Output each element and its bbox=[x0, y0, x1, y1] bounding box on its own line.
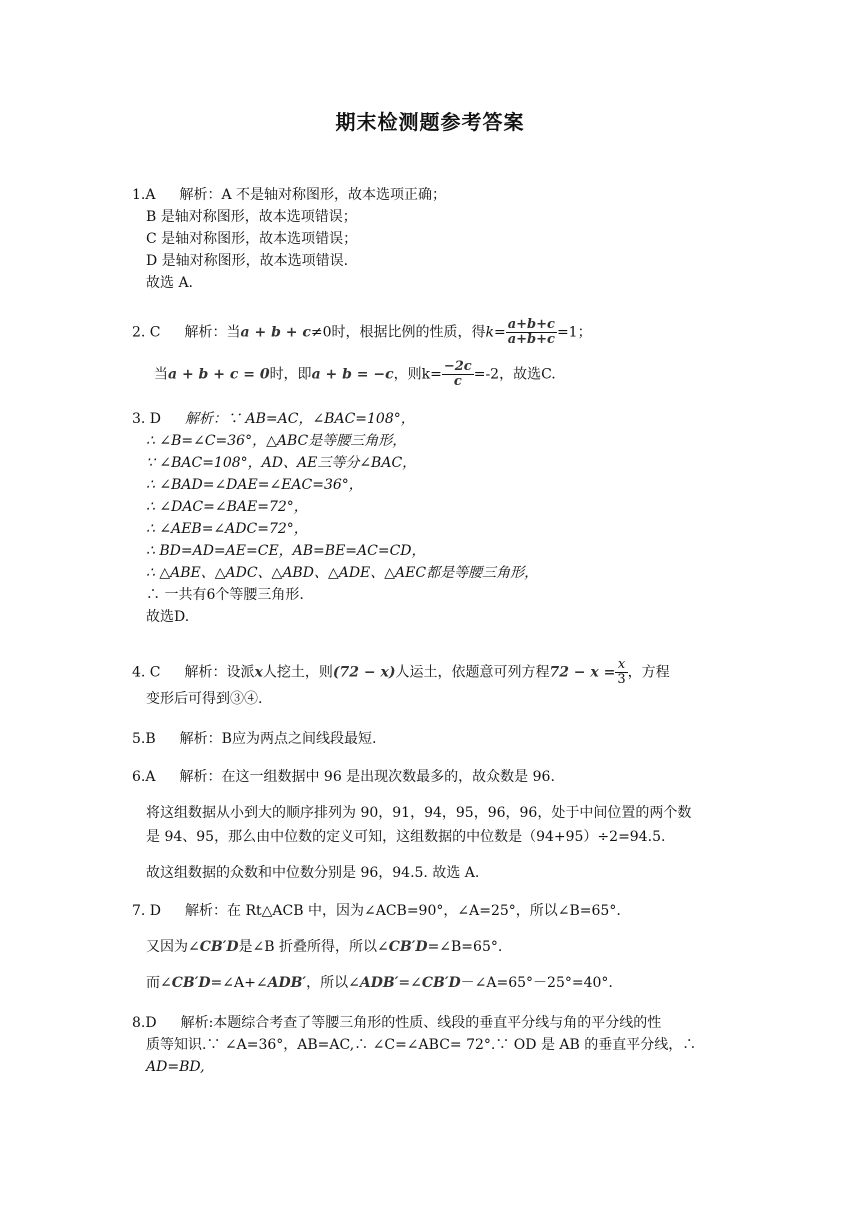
q2-text: =1； bbox=[556, 324, 592, 341]
q4-fraction-numerator: x bbox=[615, 658, 627, 673]
q7-text: =∠B=65°. bbox=[427, 939, 503, 955]
q2-text: 当 bbox=[154, 366, 168, 383]
q2-formula-2: a + b + c = 0 bbox=[168, 366, 270, 383]
q2-formula-3: a + b = −c bbox=[311, 366, 394, 383]
q3-line-10: 故选D. bbox=[146, 609, 190, 625]
q2-fraction-2 bbox=[442, 360, 474, 389]
q4-number: 4. C bbox=[132, 664, 161, 681]
q4-text: 人运土，依题意可列方程 bbox=[395, 664, 550, 681]
q2-fraction-1 bbox=[506, 318, 557, 347]
q1-line-3: C 是轴对称图形，故本选项错误； bbox=[146, 231, 358, 247]
q7-formula-cbd: CB′D bbox=[421, 975, 461, 991]
q5-text: 解析：B应为两点之间线段最短. bbox=[179, 731, 377, 747]
q2-text: 时，即 bbox=[269, 366, 312, 383]
q7-line-3 bbox=[146, 974, 613, 992]
q4-var-x: x bbox=[254, 664, 263, 681]
q8-text-1: 解析:本题综合考查了等腰三角形的性质、线段的垂直平分线与角的平分线的性 bbox=[180, 1015, 662, 1031]
q7-formula-cbd: CB′D bbox=[199, 939, 239, 955]
q2-text: =-2，故选C. bbox=[473, 366, 556, 383]
q4-line-1 bbox=[132, 658, 670, 687]
q8-line-3: AD=BD, bbox=[146, 1059, 205, 1075]
q4-fraction bbox=[615, 658, 627, 687]
q6-line-3: 是 94、95，那么由中位数的定义可知，这组数据的中位数是（94+95）÷2=94.5. bbox=[146, 829, 666, 845]
q4-formula-1: (72 − x) bbox=[332, 664, 396, 681]
q3-line-1 bbox=[132, 410, 415, 428]
q3-number: 3. D bbox=[132, 411, 162, 427]
q7-text: 又因为∠ bbox=[146, 939, 200, 955]
q7-text: =∠ bbox=[398, 975, 422, 991]
q7-text: －∠A=65°－25°=40°. bbox=[460, 975, 613, 991]
q6-text-1: 解析：在这一组数据中 96 是出现次数最多的，故众数是 96. bbox=[179, 769, 555, 785]
q2-fraction-2-numerator: −2c bbox=[443, 359, 472, 374]
q7-number: 7. D bbox=[132, 903, 162, 919]
q5-line-1 bbox=[132, 730, 376, 748]
q6-number: 6.A bbox=[132, 769, 156, 785]
page-title: 期末检测题参考答案 bbox=[335, 110, 525, 134]
q7-line-1 bbox=[132, 902, 621, 920]
q5-number: 5.B bbox=[132, 731, 156, 747]
q4-text: ，方程 bbox=[627, 664, 670, 681]
q3-text-1: 解析：∵ AB=AC，∠BAC=108°， bbox=[185, 411, 415, 427]
q7-formula-cbd: CB′D bbox=[171, 975, 211, 991]
q4-formula-2: 72 − x = bbox=[549, 664, 616, 681]
q7-text: ，所以∠ bbox=[306, 975, 360, 991]
q2-fraction-2-denominator: c bbox=[453, 374, 462, 389]
q6-line-2: 将这组数据从小到大的顺序排列为 90，91，94，95，96，96，处于中间位置的两个数 bbox=[146, 805, 692, 821]
q3-line-7: ∴ BD=AD=AE=CE，AB=BE=AC=CD， bbox=[146, 543, 426, 559]
q7-formula-adb: ADB′ bbox=[359, 975, 399, 991]
q6-line-1 bbox=[132, 768, 555, 786]
q4-text: 解析：设派 bbox=[184, 664, 255, 681]
q4-text: 人挖土，则 bbox=[262, 664, 333, 681]
q7-text: 是∠B 折叠所得，所以∠ bbox=[238, 939, 389, 955]
q7-text: =∠A+∠ bbox=[210, 975, 268, 991]
q7-formula-adb: ADB′ bbox=[267, 975, 307, 991]
q7-line-2 bbox=[146, 938, 502, 956]
q3-line-3: ∵ ∠BAC=108°，AD、AE三等分∠BAC， bbox=[146, 455, 417, 471]
q2-text: 解析：当 bbox=[184, 324, 241, 341]
q2-number: 2. C bbox=[132, 324, 161, 341]
q3-line-9: ∴ 一共有6个等腰三角形. bbox=[146, 587, 304, 603]
q3-line-6: ∴ ∠AEB=∠ADC=72°， bbox=[146, 521, 308, 537]
q1-line-4: D 是轴对称图形，故本选项错误. bbox=[146, 253, 349, 269]
q2-k-label: k= bbox=[485, 324, 506, 341]
q2-formula-1: a + b + c bbox=[240, 324, 311, 341]
q4-line-2: 变形后可得到③④. bbox=[146, 691, 263, 707]
q2-text: ，则k= bbox=[393, 366, 442, 383]
q8-number: 8.D bbox=[132, 1015, 157, 1031]
q2-fraction-1-numerator: a+b+c bbox=[507, 317, 555, 332]
q2-line-1 bbox=[132, 318, 592, 347]
q3-line-2: ∴ ∠B=∠C=36°，△ABC是等腰三角形， bbox=[146, 433, 407, 449]
q8-line-1 bbox=[132, 1014, 661, 1032]
q1-number: 1.A bbox=[132, 187, 156, 203]
q3-line-5: ∴ ∠DAC=∠BAE=72°， bbox=[146, 499, 308, 515]
q7-formula-cbd: CB′D bbox=[388, 939, 428, 955]
q1-line-5: 故选 A. bbox=[146, 275, 194, 291]
q7-text: 而∠ bbox=[146, 975, 172, 991]
q2-line-2 bbox=[154, 360, 556, 389]
q1-text-1: 解析：A 不是轴对称图形，故本选项正确； bbox=[179, 187, 447, 203]
q3-line-8: ∴ △ABE、△ADC、△ABD、△ADE、△AEC都是等腰三角形， bbox=[146, 565, 539, 581]
q2-fraction-1-denominator: a+b+c bbox=[507, 332, 555, 347]
q6-line-4: 故这组数据的众数和中位数分别是 96，94.5. 故选 A. bbox=[146, 865, 480, 881]
q3-line-4: ∴ ∠BAD=∠DAE=∠EAC=36°， bbox=[146, 477, 363, 493]
q1-line-1 bbox=[132, 186, 446, 204]
q7-text-1: 解析：在 Rt△ACB 中，因为∠ACB=90°，∠A=25°，所以∠B=65°. bbox=[185, 903, 621, 919]
q8-line-2: 质等知识.∵ ∠A=36°，AB=AC,∴ ∠C=∠ABC= 72°.∵ OD 是 AB 的垂直平分线，∴ bbox=[146, 1037, 697, 1053]
q2-text: ≠0时，根据比例的性质，得 bbox=[310, 324, 486, 341]
q4-fraction-denominator: 3 bbox=[617, 672, 626, 687]
q1-line-2: B 是轴对称图形，故本选项错误； bbox=[146, 209, 357, 225]
